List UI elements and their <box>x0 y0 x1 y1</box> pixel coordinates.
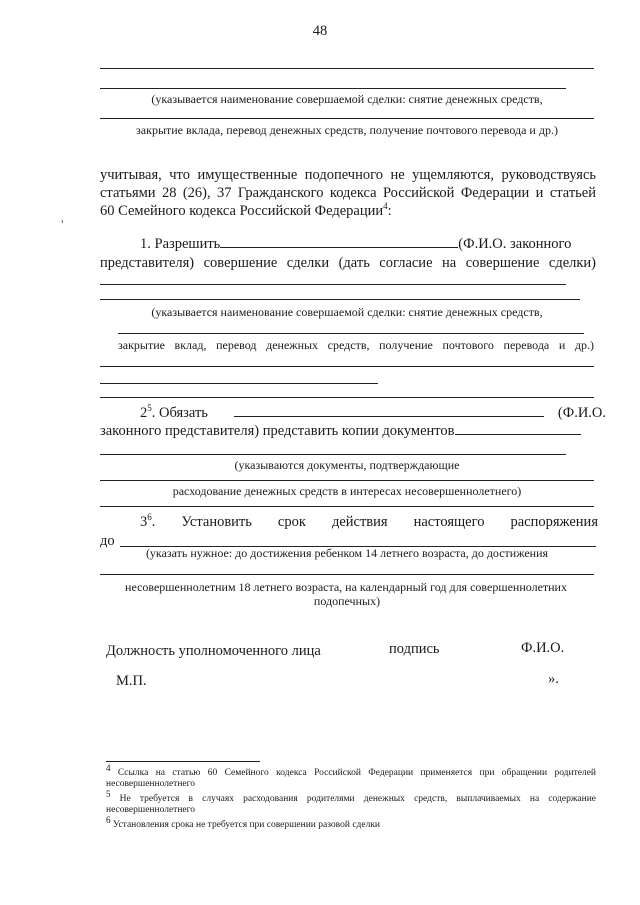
instruction-note: закрытие вклада, перевод денежных средств, получение почтового перевода и др.) <box>136 123 558 137</box>
item-1-line: 1. Разрешить (Ф.И.О. законного <box>140 236 572 252</box>
position-label: Должность уполномоченного лица <box>106 643 321 659</box>
footnote-ref: 4 <box>383 201 388 212</box>
margin-mark: ʾ <box>60 219 65 235</box>
instruction-note: расходование денежных средств в интересах несовершеннолетнего) <box>172 484 522 498</box>
fill-line <box>100 574 594 575</box>
instruction-note: (указать нужное: до достижения ребенком 14 летнего возраста, до достижения <box>145 546 549 560</box>
item-3-line: до <box>100 533 115 549</box>
fill-line <box>100 88 566 89</box>
intro-line: учитывая, что имущественные подопечного не ущемляются, руководствуясь <box>100 167 596 183</box>
instruction-note: (указываются документы, подтверждающие <box>234 458 460 472</box>
fill-line <box>100 454 566 455</box>
signature-label: подпись <box>389 641 440 657</box>
fill-line <box>100 383 378 384</box>
intro-line: статьями 28 (26), 37 Гражданского кодекса Российской Федерации и статьей <box>100 185 596 201</box>
footnote-separator <box>106 761 260 762</box>
instruction-note: закрытие вклад, перевод денежных средств, получение почтового перевода и др.) <box>118 338 594 352</box>
instruction-note: (указывается наименование совершаемой сделки: снятие денежных средств, <box>151 92 543 106</box>
item-1-line: представителя) совершение сделки (дать согласие на совершение сделки) <box>100 255 596 271</box>
item-2-line: законного представителя) представить копии документов <box>100 422 600 440</box>
stamp-label: М.П. <box>116 673 147 689</box>
item-2-line: $2^5$. Обязать (Ф.И.О. <box>140 403 607 421</box>
fill-line <box>100 366 594 367</box>
footnote-ref: 5 <box>147 403 152 414</box>
fill-line <box>100 284 566 285</box>
instruction-note: (указывается наименование совершаемой сделки: снятие денежных средств, <box>151 305 543 319</box>
fill-line <box>100 480 594 481</box>
fill-line <box>100 299 580 300</box>
footnote-ref: 6 <box>147 512 152 523</box>
fill-line <box>118 333 584 334</box>
instruction-note: подопечных) <box>313 594 381 608</box>
intro-line: 60 Семейного кодекса Российской Федерации$^4$: <box>100 201 392 219</box>
fio-label: Ф.И.О. <box>521 640 565 656</box>
footnote-5: $^5$ Не требуется в случаях расходования родителями денежных средств, выплачиваемых на содержание несовершеннолетнего <box>106 789 596 816</box>
footnote-6: $^6$ Установления срока не требуется при совершении разовой сделки <box>106 815 381 831</box>
page-number: 48 <box>312 23 328 39</box>
fill-line <box>100 118 594 119</box>
closing-quote: ». <box>548 671 559 687</box>
item-3-line: $3^6$. Установить срок действия настоящего распоряжения <box>140 512 598 530</box>
instruction-note: несовершеннолетним 18 летнего возраста, на календарный год для совершеннолетних <box>125 580 567 594</box>
fill-line <box>100 397 594 398</box>
fill-line <box>100 68 594 69</box>
footnote-4: $^4$ Ссылка на статью 60 Семейного кодекса Российской Федерации применяется при обращении родителей несовершеннолетнего <box>106 763 597 790</box>
fill-line <box>100 506 594 507</box>
